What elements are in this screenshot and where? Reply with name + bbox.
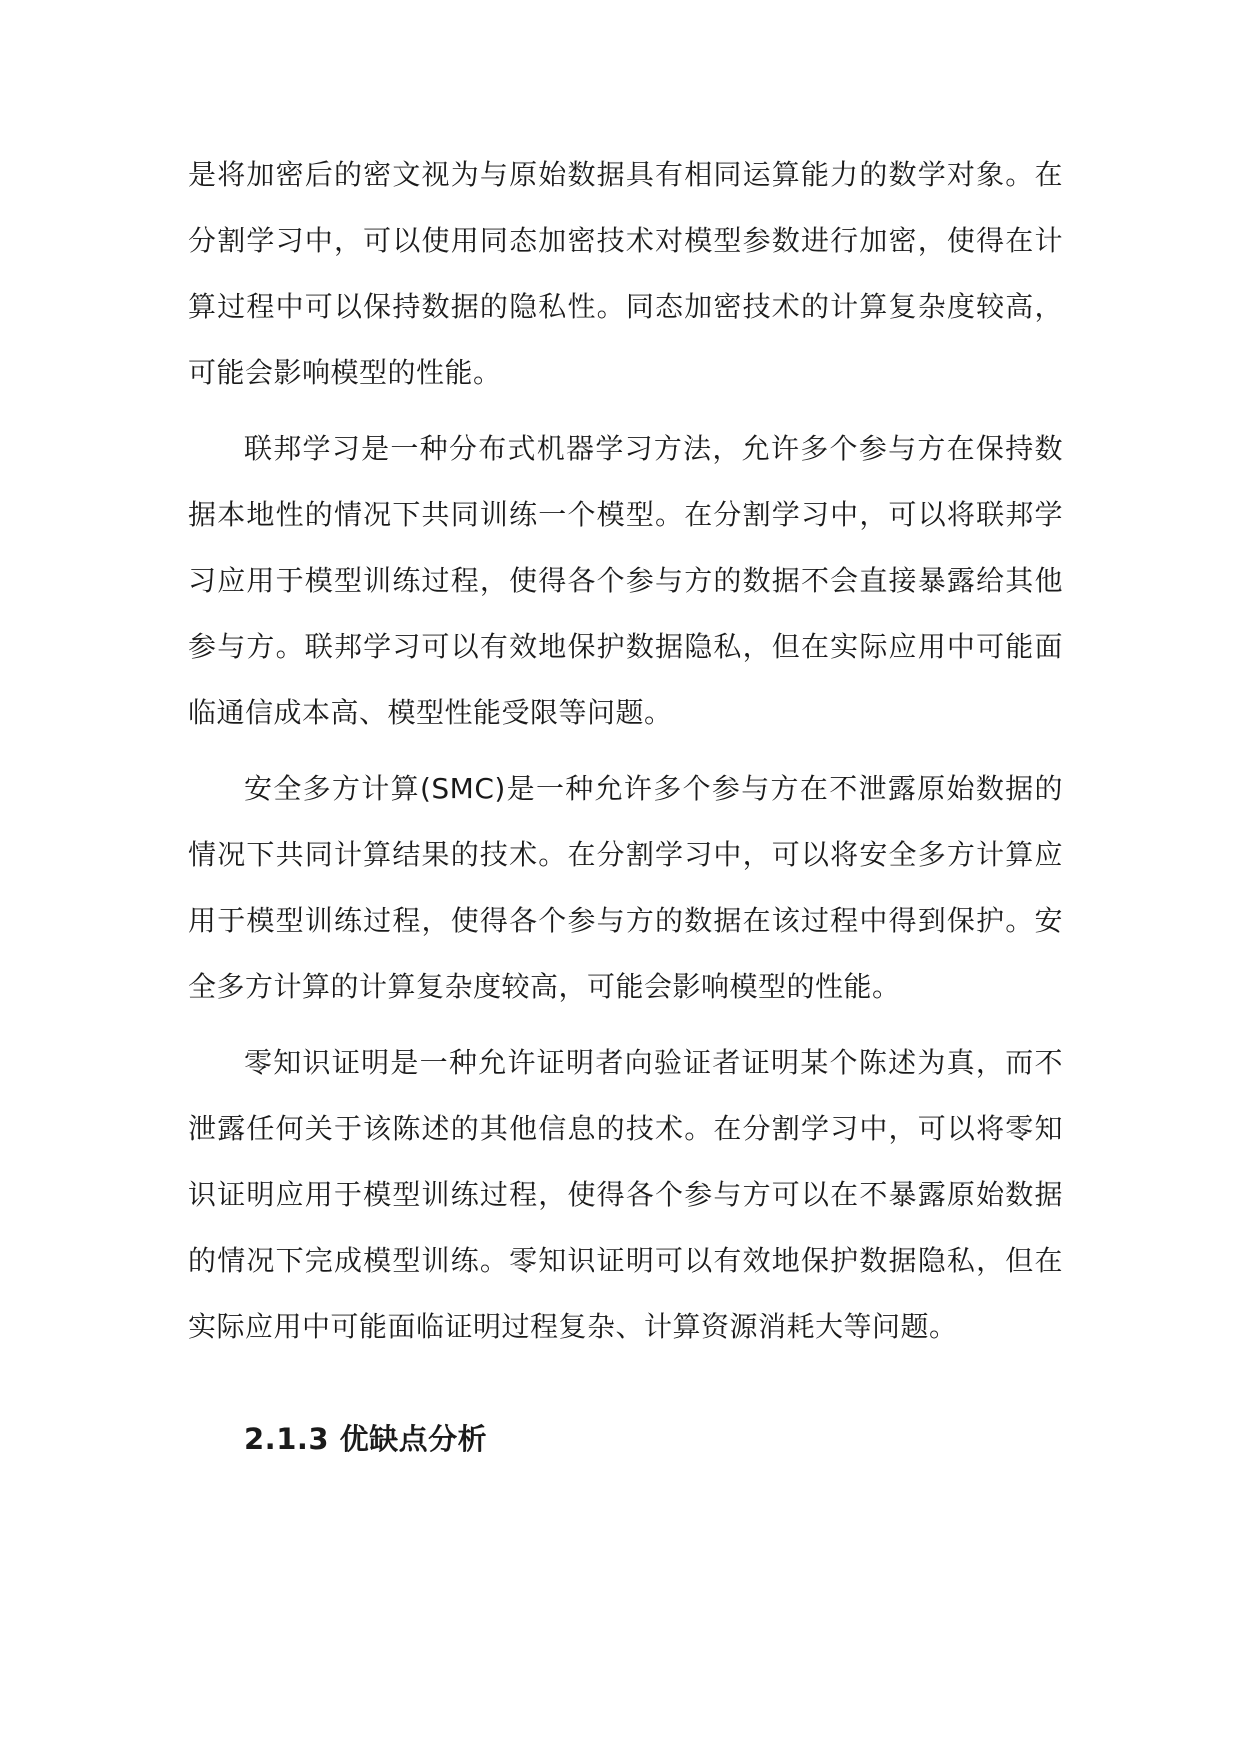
section-heading: 2.1.3 优缺点分析 [244,1422,488,1456]
page-body [188,142,1063,1472]
paragraph-secure-multiparty-computation: 安全多方计算(SMC)是一种允许多个参与方在不泄露原始数据的情况下共同计算结果的技术。在分割学习中，可以将安全多方计算应用于模型训练过程，使得各个参与方的数据在该过程中得到保护。安全多方计算的计算复杂度较高，可能会影响模型的性能。 [188,772,1063,1003]
paragraph-zero-knowledge-proof: 零知识证明是一种允许证明者向验证者证明某个陈述为真，而不泄露任何关于该陈述的其他信息的技术。在分割学习中，可以将零知识证明应用于模型训练过程，使得各个参与方可以在不暴露原始数据的情况下完成模型训练。零知识证明可以有效地保护数据隐私，但在实际应用中可能面临证明过程复杂、计算资源消耗大等问题。 [188,1046,1063,1343]
paragraph-federated-learning: 联邦学习是一种分布式机器学习方法，允许多个参与方在保持数据本地性的情况下共同训练一个模型。在分割学习中，可以将联邦学习应用于模型训练过程，使得各个参与方的数据不会直接暴露给其他参与方。联邦学习可以有效地保护数据隐私，但在实际应用中可能面临通信成本高、模型性能受限等问题。 [188,432,1063,729]
paragraph-homomorphic-encryption: 是将加密后的密文视为与原始数据具有相同运算能力的数学对象。在分割学习中，可以使用同态加密技术对模型参数进行加密，使得在计算过程中可以保持数据的隐私性。同态加密技术的计算复杂度较高，可能会影响模型的性能。 [188,158,1063,389]
